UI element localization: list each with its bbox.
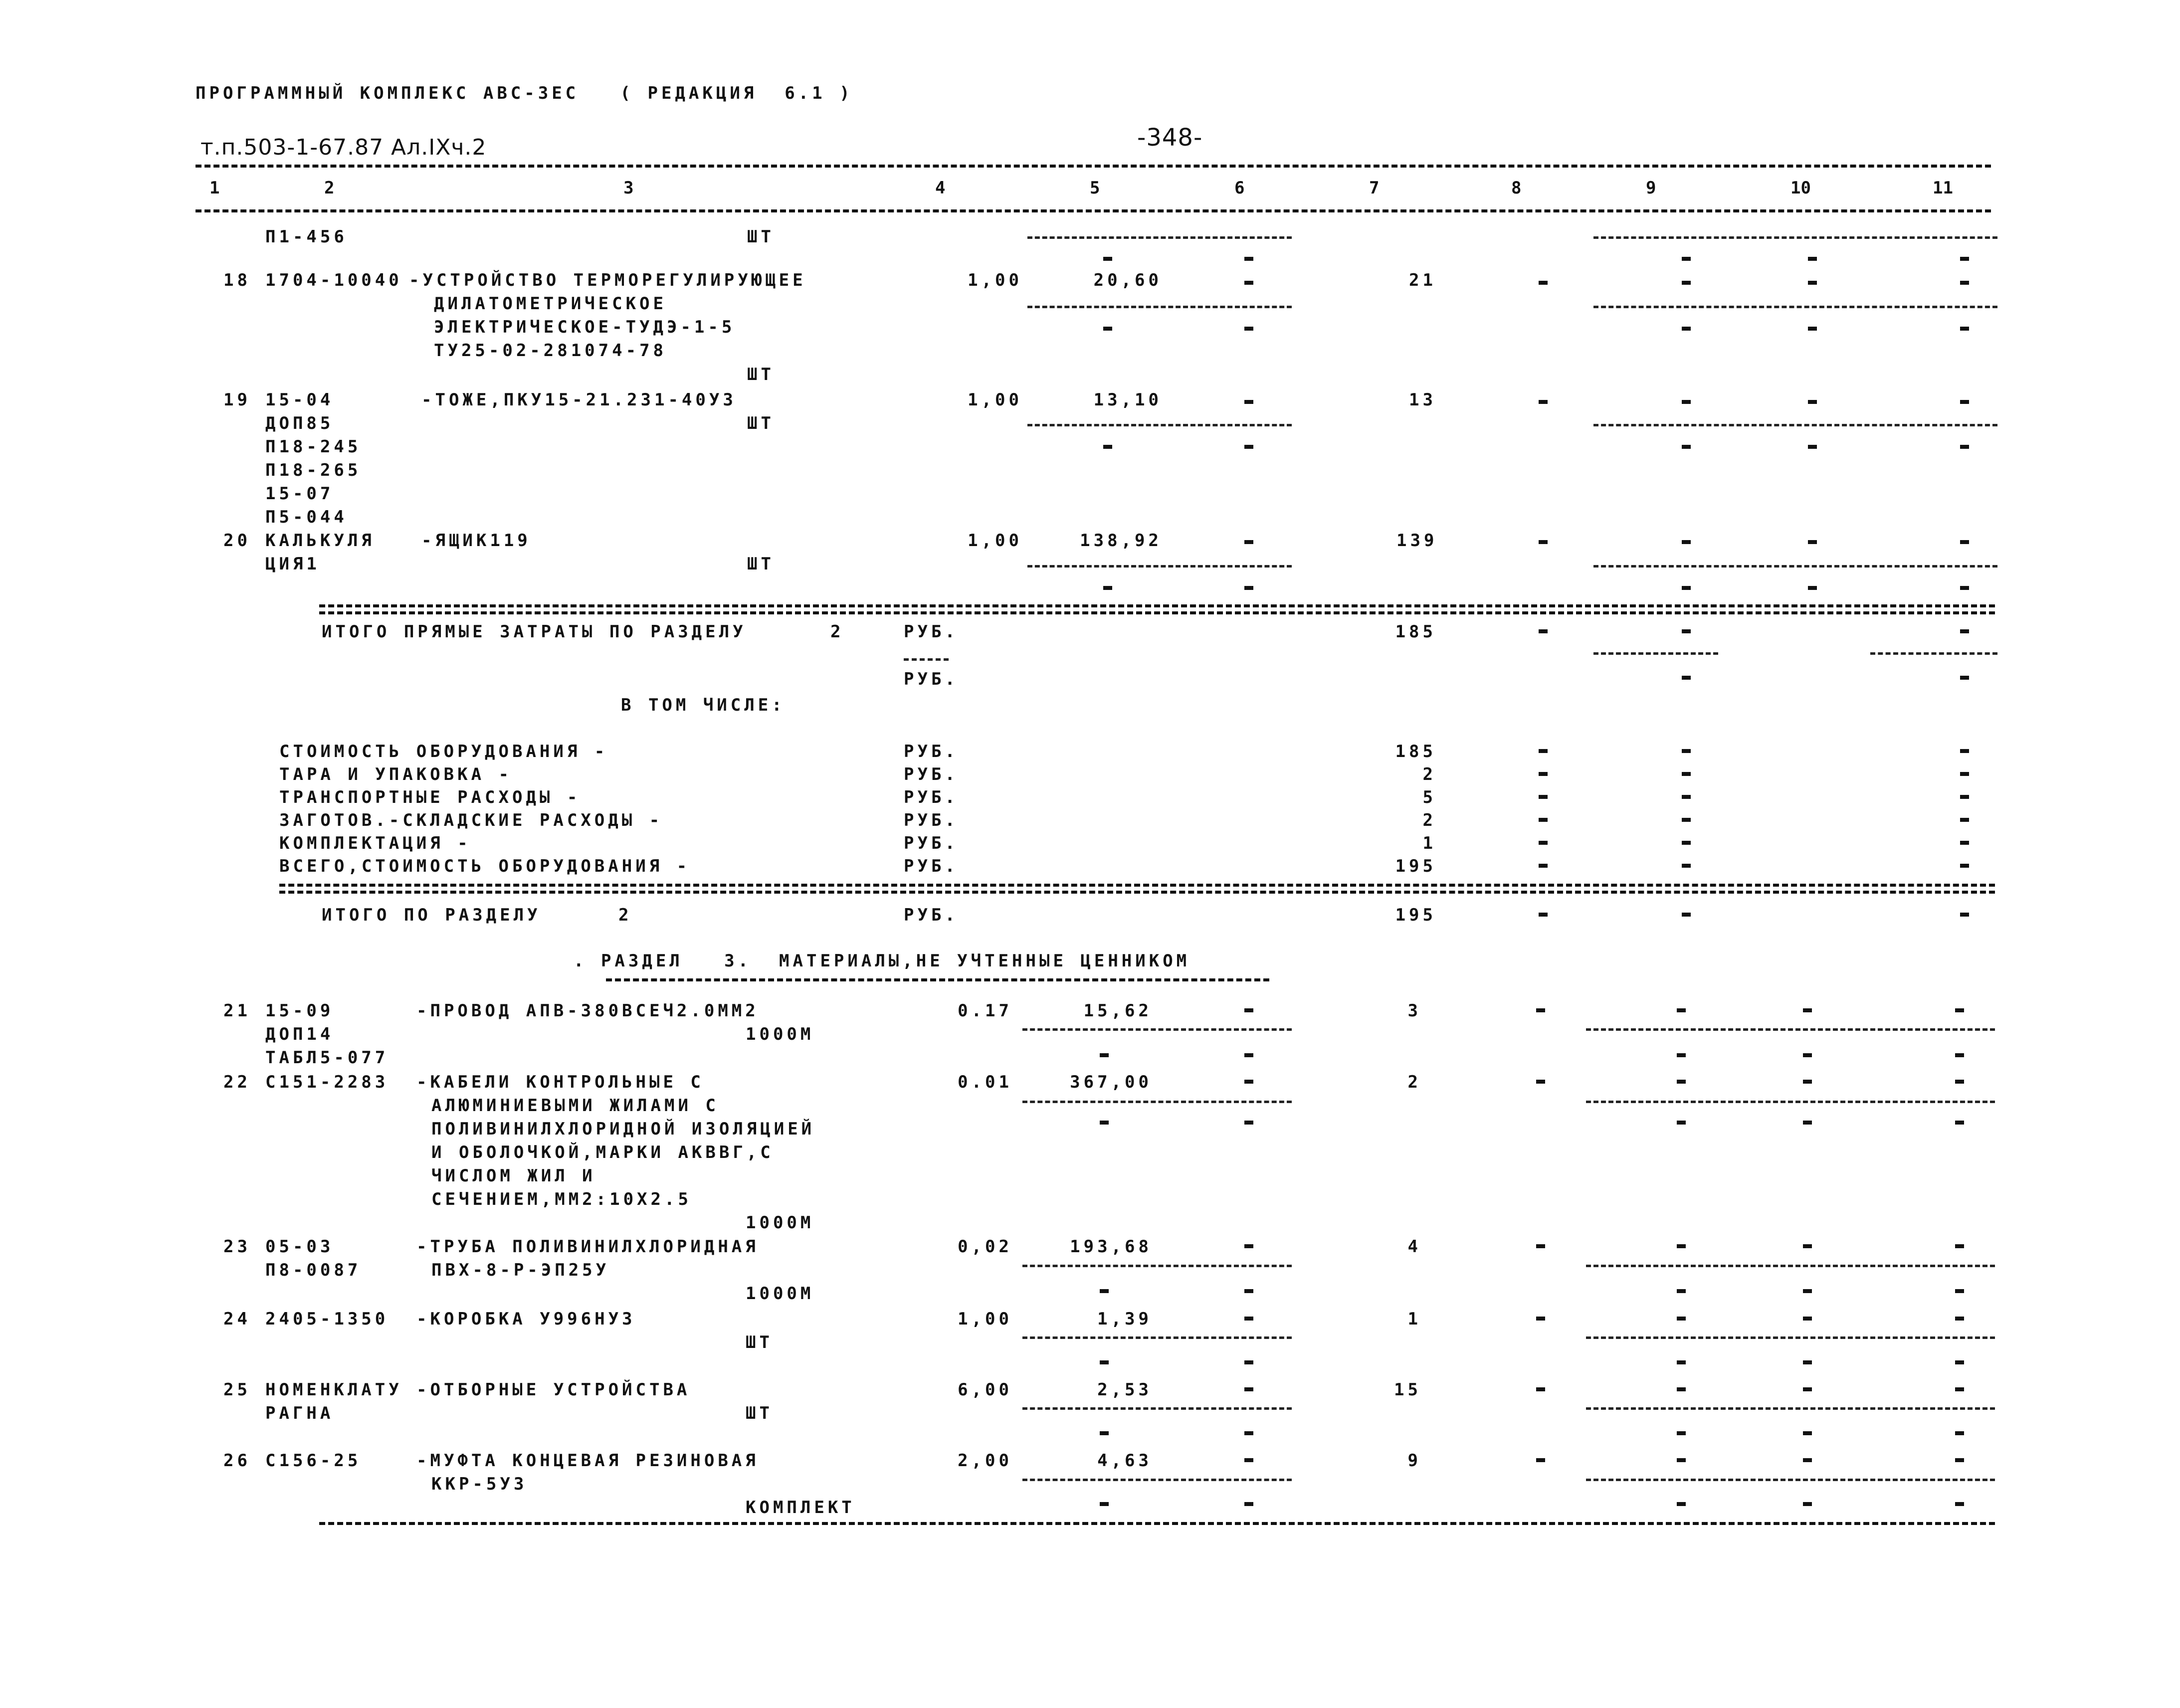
closing-rule — [319, 1522, 1995, 1525]
dash-mark — [1682, 676, 1691, 680]
row-code-line: ЦИЯ1 — [265, 554, 320, 574]
dash-mark — [1960, 281, 1969, 285]
dash-mark — [1808, 327, 1817, 331]
row-code-line: С156-25 — [265, 1451, 362, 1471]
row-code: П1-456 — [265, 227, 348, 247]
row-name-line: СЕЧЕНИЕМ,ММ2:10Х2.5 — [431, 1189, 692, 1209]
dash-mark — [1244, 1121, 1253, 1125]
dash-mark — [1677, 1244, 1686, 1248]
row-name-line: -КОРОБКА У996НУЗ — [416, 1309, 636, 1329]
sub-divider — [1586, 1265, 1995, 1267]
dash-mark — [1682, 327, 1691, 331]
row-price: 15,62 — [1083, 1001, 1152, 1021]
dash-mark — [1960, 913, 1969, 917]
dash-mark — [1955, 1289, 1964, 1293]
dash-mark — [1682, 629, 1691, 633]
row-total: 2 — [1407, 1072, 1421, 1092]
sub-divider — [1586, 1336, 1995, 1339]
dash-mark — [1808, 586, 1817, 590]
row-number: 24 — [223, 1309, 251, 1329]
dash-mark — [1955, 1053, 1964, 1057]
dash-mark — [1803, 1008, 1812, 1012]
column-header-4: 4 — [935, 178, 946, 198]
row-code-line: П5-044 — [265, 507, 348, 527]
breakdown-value: 2 — [1422, 810, 1436, 830]
dash-mark — [1536, 1008, 1545, 1012]
row-code-line: 15-04 — [265, 390, 334, 410]
dash-mark — [1536, 1458, 1545, 1462]
dash-mark — [1244, 1360, 1253, 1364]
document-code: т.п.503-1-67.87 Ал.IXч.2 — [200, 135, 487, 160]
row-code-line: С151-2283 — [265, 1072, 389, 1092]
dash-mark — [1803, 1387, 1812, 1391]
dash-mark — [1803, 1244, 1812, 1248]
row-total: 4 — [1407, 1237, 1421, 1257]
dash-mark — [1244, 327, 1253, 331]
dash-mark — [1960, 540, 1969, 544]
dash-mark — [1103, 586, 1112, 590]
row-unit: ШТ — [747, 413, 775, 433]
dash-mark — [1244, 445, 1253, 449]
dash-mark — [1244, 257, 1253, 261]
dash-mark — [1960, 445, 1969, 449]
row-name-line: ДИЛАТОМЕТРИЧЕСКОЕ — [434, 294, 667, 314]
breakdown-value: 2 — [1422, 764, 1436, 784]
column-header-8: 8 — [1511, 178, 1522, 198]
row-number: 26 — [223, 1451, 251, 1471]
row-name-line: И ОБОЛОЧКОЙ,МАРКИ АКВВГ,С — [431, 1142, 774, 1162]
breakdown-label: ТАРА И УПАКОВКА - — [279, 764, 512, 784]
breakdown-label: ВСЕГО,СТОИМОСТЬ ОБОРУДОВАНИЯ - — [279, 856, 691, 876]
dash-mark — [1960, 629, 1969, 633]
dash-mark — [1100, 1431, 1109, 1435]
dash-mark — [1803, 1502, 1812, 1506]
dash-mark — [1803, 1458, 1812, 1462]
row-number: 19 — [223, 390, 251, 410]
row-total: 15 — [1394, 1380, 1421, 1400]
row-code: 1704-10040 — [265, 270, 402, 290]
row-total: 1 — [1407, 1309, 1421, 1329]
row-number: 23 — [223, 1237, 251, 1257]
row-total: 21 — [1409, 270, 1436, 290]
row-total: 3 — [1407, 1001, 1421, 1021]
row-unit: ШТ — [747, 554, 775, 574]
dash-mark — [1677, 1387, 1686, 1391]
row-unit: 1000М — [746, 1024, 814, 1044]
dash-mark — [1682, 400, 1691, 404]
row-quantity: 1,00 — [968, 390, 1022, 410]
section-rule — [319, 604, 1995, 607]
dash-mark — [1955, 1458, 1964, 1462]
row-number: 18 — [223, 270, 251, 290]
dash-mark — [1100, 1360, 1109, 1364]
dash-mark — [1100, 1289, 1109, 1293]
breakdown-value: 1 — [1422, 833, 1436, 853]
dash-mark — [1682, 540, 1691, 544]
dash-mark — [1539, 400, 1548, 404]
breakdown-value: 5 — [1422, 787, 1436, 807]
row-unit: ШТ — [746, 1332, 773, 1352]
row-name-line: ПОЛИВИНИЛХЛОРИДНОЙ ИЗОЛЯЦИЕЙ — [431, 1119, 815, 1139]
dash-mark — [1100, 1502, 1109, 1506]
sub-divider — [1586, 1028, 1995, 1031]
row-name-line: -ЯЩИК119 — [421, 531, 531, 551]
including-label: В ТОМ ЧИСЛЕ: — [621, 695, 786, 715]
row-code-line: П8-0087 — [265, 1260, 362, 1280]
dash-mark — [1808, 540, 1817, 544]
dash-mark — [1539, 913, 1548, 917]
column-header-6: 6 — [1234, 178, 1245, 198]
dash-mark — [1539, 795, 1548, 799]
dash-mark — [1960, 841, 1969, 845]
breakdown-unit: РУБ. — [904, 764, 959, 784]
dash-mark — [1803, 1080, 1812, 1084]
dash-mark — [1536, 1244, 1545, 1248]
row-total: 13 — [1409, 390, 1436, 410]
row-total: 139 — [1396, 531, 1438, 551]
row-code-line: КАЛЬКУЛЯ — [265, 531, 375, 551]
dash-mark — [1960, 676, 1969, 680]
total-direct-unit-2: РУБ. — [904, 669, 959, 689]
dash-mark — [1955, 1121, 1964, 1125]
header-rule-bottom — [196, 209, 1991, 212]
dash-mark — [1960, 795, 1969, 799]
dash-mark — [1960, 818, 1969, 822]
dash-mark — [1682, 818, 1691, 822]
dash-mark — [1539, 749, 1548, 753]
breakdown-label: СТОИМОСТЬ ОБОРУДОВАНИЯ - — [279, 742, 608, 761]
dash-mark — [1103, 327, 1112, 331]
row-price: 2,53 — [1097, 1380, 1152, 1400]
dash-mark — [1244, 1387, 1253, 1391]
dash-mark — [1803, 1360, 1812, 1364]
dash-mark — [1955, 1244, 1964, 1248]
row-name-line: ККР-5УЗ — [431, 1474, 528, 1494]
sub-divider — [1022, 1479, 1292, 1481]
dash-mark — [1955, 1080, 1964, 1084]
row-unit: ШТ — [746, 1403, 773, 1423]
dash-mark — [1960, 400, 1969, 404]
row-name-line: ПВХ-8-Р-ЭП25У — [431, 1260, 610, 1280]
dash-mark — [1244, 540, 1253, 544]
dash-mark — [1677, 1053, 1686, 1057]
dash-mark — [1808, 445, 1817, 449]
page-number: -348- — [1137, 124, 1203, 152]
dash-mark — [1244, 1053, 1253, 1057]
dash-mark — [1103, 257, 1112, 261]
breakdown-value: 185 — [1395, 742, 1436, 761]
dash-mark — [1677, 1289, 1686, 1293]
row-code-line: 15-07 — [265, 484, 334, 504]
dash-mark — [1244, 1008, 1253, 1012]
column-header-10: 10 — [1790, 178, 1811, 198]
row-name-line: АЛЮМИНИЕВЫМИ ЖИЛАМИ С — [431, 1096, 719, 1116]
dash-mark — [1803, 1289, 1812, 1293]
dash-mark — [1960, 327, 1969, 331]
sub-divider — [1027, 236, 1292, 239]
column-header-3: 3 — [623, 178, 634, 198]
row-name-line: -МУФТА КОНЦЕВАЯ РЕЗИНОВАЯ — [416, 1451, 759, 1471]
dash-mark — [1682, 445, 1691, 449]
dash-mark — [1677, 1458, 1686, 1462]
dash-mark — [1955, 1360, 1964, 1364]
row-code-line: П18-245 — [265, 437, 362, 457]
dash-mark — [1677, 1008, 1686, 1012]
row-code-line: ДОП14 — [265, 1024, 334, 1044]
dash-mark — [1808, 281, 1817, 285]
sub-divider — [1027, 424, 1292, 426]
row-code-line: 15-09 — [265, 1001, 334, 1021]
row-code-line: РАГНА — [265, 1403, 334, 1423]
dash-mark — [1682, 913, 1691, 917]
dash-mark — [1677, 1431, 1686, 1435]
row-name-line: -УСТРОЙСТВО ТЕРМОРЕГУЛИРУЮЩЕЕ — [409, 270, 806, 290]
section-rule — [279, 884, 1995, 887]
row-name-line: ЧИСЛОМ ЖИЛ И — [431, 1166, 596, 1186]
row-name-line: -ТОЖЕ,ПКУ15-21.231-40УЗ — [421, 390, 737, 410]
dash-mark — [1682, 841, 1691, 845]
row-name-line: -ПРОВОД АПВ-380ВСЕЧ2.0ММ2 — [416, 1001, 759, 1021]
sub-divider — [1022, 1028, 1292, 1031]
row-price: 1,39 — [1097, 1309, 1152, 1329]
sub-divider — [1593, 424, 1997, 426]
dash-mark — [1803, 1317, 1812, 1321]
dash-mark — [1803, 1053, 1812, 1057]
row-quantity: 6,00 — [958, 1380, 1012, 1400]
dash-mark — [1244, 1080, 1253, 1084]
total-direct-value: 185 — [1395, 622, 1436, 642]
row-name-line: ЭЛЕКТРИЧЕСКОЕ-ТУДЭ-1-5 — [434, 317, 736, 337]
row-quantity: 0.01 — [958, 1072, 1012, 1092]
row-quantity: 1,00 — [968, 531, 1022, 551]
row-unit: ШТ — [747, 227, 775, 247]
row-total: 9 — [1407, 1451, 1421, 1471]
total-direct-unit: РУБ. — [904, 622, 959, 642]
total-section-value: 195 — [1395, 905, 1436, 925]
dash-mark — [1803, 1121, 1812, 1125]
dash-mark — [1960, 257, 1969, 261]
row-unit: ШТ — [747, 365, 775, 384]
dash-mark — [1244, 586, 1253, 590]
section-rule — [279, 891, 1995, 894]
row-code-line: П18-265 — [265, 460, 362, 480]
sub-divider — [1586, 1407, 1995, 1410]
breakdown-unit: РУБ. — [904, 856, 959, 876]
row-quantity: 0.17 — [958, 1001, 1012, 1021]
row-unit: КОМПЛЕКТ — [746, 1498, 855, 1518]
dash-mark — [1682, 749, 1691, 753]
dash-mark — [1682, 281, 1691, 285]
row-number: 25 — [223, 1380, 251, 1400]
column-header-11: 11 — [1933, 178, 1953, 198]
dash-mark — [1677, 1360, 1686, 1364]
dash-mark — [1677, 1502, 1686, 1506]
dash-mark — [1960, 864, 1969, 868]
sub-divider — [1022, 1407, 1292, 1410]
dash-mark — [1808, 257, 1817, 261]
dash-mark — [1539, 864, 1548, 868]
sub-divider — [1027, 565, 1292, 568]
row-unit: 1000М — [746, 1213, 814, 1233]
row-price: 367,00 — [1070, 1072, 1152, 1092]
dash-mark — [1682, 257, 1691, 261]
breakdown-unit: РУБ. — [904, 833, 959, 853]
dash-mark — [1682, 864, 1691, 868]
dash-mark — [1539, 841, 1548, 845]
dash-mark — [1682, 772, 1691, 776]
dash-mark — [1955, 1502, 1964, 1506]
dash-mark — [1682, 586, 1691, 590]
dash-mark — [1808, 400, 1817, 404]
breakdown-label: ЗАГОТОВ.-СКЛАДСКИЕ РАСХОДЫ - — [279, 810, 663, 830]
sub-divider — [1593, 565, 1997, 568]
sub-divider — [1022, 1336, 1292, 1339]
row-price: 138,92 — [1080, 531, 1162, 551]
dash-mark — [1955, 1008, 1964, 1012]
row-code-line: 05-03 — [265, 1237, 334, 1257]
dash-mark — [1244, 281, 1253, 285]
sub-divider — [1027, 306, 1292, 308]
column-header-2: 2 — [324, 178, 335, 198]
dash-mark — [1536, 1080, 1545, 1084]
row-price: 20,60 — [1093, 270, 1162, 290]
dash-mark — [1539, 629, 1548, 633]
dash-mark — [1244, 1289, 1253, 1293]
breakdown-unit: РУБ. — [904, 810, 959, 830]
section-title-underline — [606, 978, 1269, 981]
sub-divider — [1593, 306, 1997, 308]
row-unit: 1000М — [746, 1284, 814, 1304]
row-code-line: ДОП85 — [265, 413, 334, 433]
dash-mark — [1960, 586, 1969, 590]
row-name-line: ТУ25-02-281074-78 — [434, 341, 667, 361]
dash-mark — [1539, 540, 1548, 544]
dash-mark — [1677, 1121, 1686, 1125]
sub-divider — [1586, 1101, 1995, 1103]
breakdown-label: КОМПЛЕКТАЦИЯ - — [279, 833, 471, 853]
row-price: 4,63 — [1097, 1451, 1152, 1471]
breakdown-label: ТРАНСПОРТНЫЕ РАСХОДЫ - — [279, 787, 581, 807]
row-quantity: 1,00 — [968, 270, 1022, 290]
sub-divider — [1586, 1479, 1995, 1481]
dash-mark — [1100, 1121, 1109, 1125]
dash-mark — [1539, 281, 1548, 285]
program-header: ПРОГРАММНЫЙ КОМПЛЕКС АВС-3ЕС ( РЕДАКЦИЯ 6.1 ) — [196, 83, 853, 103]
sub-divider — [1593, 236, 1997, 239]
row-code-line: ТАБЛ5-077 — [265, 1048, 389, 1068]
dash-mark — [1244, 1458, 1253, 1462]
header-rule-top — [196, 165, 1991, 168]
sub-divider — [1593, 652, 1718, 655]
sub-divider — [1022, 1101, 1292, 1103]
breakdown-unit: РУБ. — [904, 787, 959, 807]
dash-mark — [1960, 772, 1969, 776]
sub-divider — [904, 658, 949, 661]
section3-title: . РАЗДЕЛ 3. МАТЕРИАЛЫ,НЕ УЧТЕННЫЕ ЦЕННИКОМ — [574, 951, 1190, 971]
section-rule — [319, 611, 1995, 614]
dash-mark — [1100, 1053, 1109, 1057]
sub-divider — [1870, 652, 1997, 655]
row-code-line: 2405-1350 — [265, 1309, 389, 1329]
dash-mark — [1677, 1317, 1686, 1321]
dash-mark — [1803, 1431, 1812, 1435]
dash-mark — [1539, 818, 1548, 822]
row-number: 20 — [223, 531, 251, 551]
column-header-9: 9 — [1646, 178, 1656, 198]
row-quantity: 0,02 — [958, 1237, 1012, 1257]
column-header-1: 1 — [209, 178, 220, 198]
total-section-number: 2 — [618, 905, 632, 925]
row-name-line: -КАБЕЛИ КОНТРОЛЬНЫЕ С — [416, 1072, 704, 1092]
dash-mark — [1539, 772, 1548, 776]
dash-mark — [1960, 749, 1969, 753]
row-quantity: 1,00 — [958, 1309, 1012, 1329]
breakdown-unit: РУБ. — [904, 742, 959, 761]
column-header-7: 7 — [1369, 178, 1380, 198]
dash-mark — [1244, 1317, 1253, 1321]
dash-mark — [1244, 1244, 1253, 1248]
row-name-line: -ОТБОРНЫЕ УСТРОЙСТВА — [416, 1380, 691, 1400]
dash-mark — [1536, 1317, 1545, 1321]
dash-mark — [1677, 1080, 1686, 1084]
row-code-line: НОМЕНКЛАТУ — [265, 1380, 402, 1400]
total-section-unit: РУБ. — [904, 905, 959, 925]
dash-mark — [1536, 1387, 1545, 1391]
row-name-line: -ТРУБА ПОЛИВИНИЛХЛОРИДНАЯ — [416, 1237, 759, 1257]
dash-mark — [1244, 1502, 1253, 1506]
total-direct-label: ИТОГО ПРЯМЫЕ ЗАТРАТЫ ПО РАЗДЕЛУ — [322, 622, 747, 642]
column-header-5: 5 — [1090, 178, 1100, 198]
row-number: 22 — [223, 1072, 251, 1092]
dash-mark — [1955, 1431, 1964, 1435]
breakdown-value: 195 — [1395, 856, 1436, 876]
dash-mark — [1955, 1317, 1964, 1321]
dash-mark — [1955, 1387, 1964, 1391]
dash-mark — [1682, 795, 1691, 799]
dash-mark — [1244, 400, 1253, 404]
dash-mark — [1244, 1431, 1253, 1435]
row-price: 13,10 — [1093, 390, 1162, 410]
row-number: 21 — [223, 1001, 251, 1021]
total-section-label: ИТОГО ПО РАЗДЕЛУ — [322, 905, 541, 925]
total-direct-section-number: 2 — [830, 622, 844, 642]
row-price: 193,68 — [1070, 1237, 1152, 1257]
row-quantity: 2,00 — [958, 1451, 1012, 1471]
dash-mark — [1103, 445, 1112, 449]
sub-divider — [1022, 1265, 1292, 1267]
